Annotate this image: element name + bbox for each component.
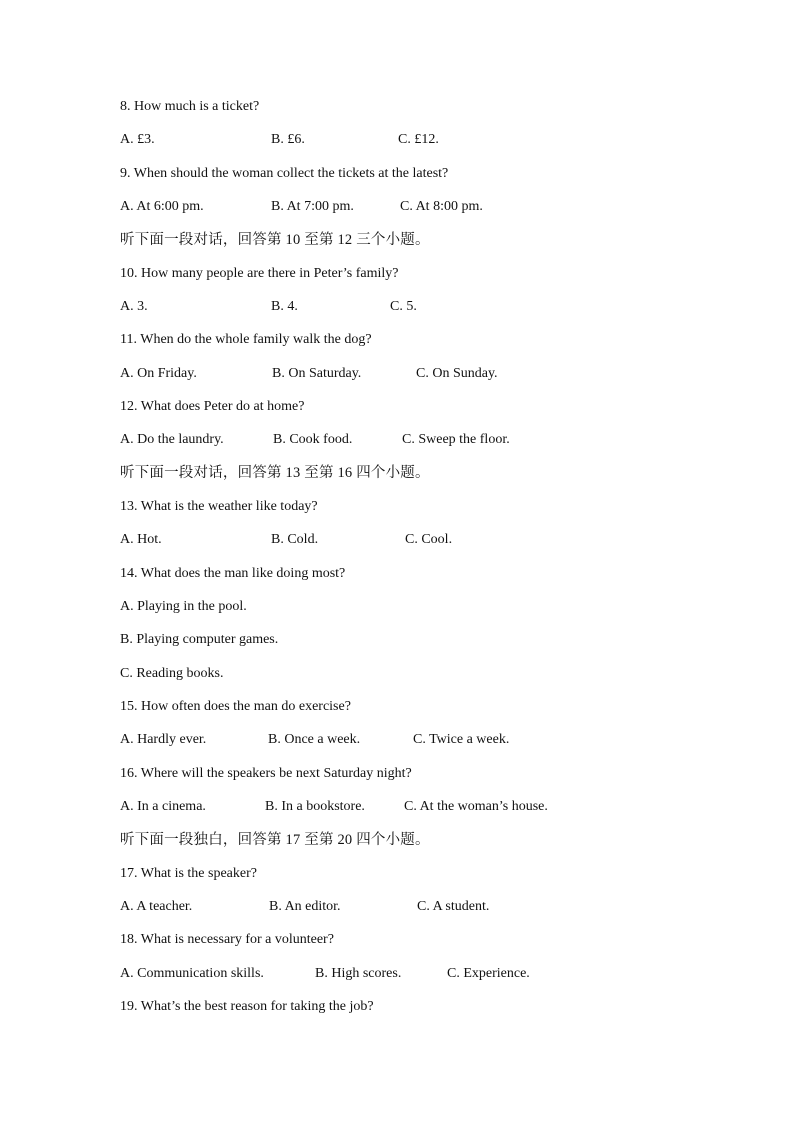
option-c: C. £12. <box>398 132 439 147</box>
option-c: C. Experience. <box>447 966 530 981</box>
option-a: A. On Friday. <box>120 366 197 381</box>
option-b: B. High scores. <box>315 966 402 981</box>
section-heading-3: 听下面一段独白，回答第 17 至第 20 四个小题。 <box>120 832 430 848</box>
option-b: B. On Saturday. <box>272 366 362 381</box>
option-a: A. A teacher. <box>120 899 193 914</box>
question-13: 13. What is the weather like today? <box>120 499 318 514</box>
option-a: A. 3. <box>120 299 148 314</box>
question-11: 11. When do the whole family walk the dog? <box>120 332 372 347</box>
option-14b: B. Playing computer games. <box>120 632 279 647</box>
question-14: 14. What does the man like doing most? <box>120 566 346 581</box>
option-b: B. At 7:00 pm. <box>271 199 354 214</box>
option-a: A. Hardly ever. <box>120 732 207 747</box>
option-c: C. On Sunday. <box>416 366 498 381</box>
option-a: A. Hot. <box>120 532 162 547</box>
option-b: B. An editor. <box>269 899 341 914</box>
question-15: 15. How often does the man do exercise? <box>120 699 351 714</box>
question-10: 10. How many people are there in Peter’s family? <box>120 266 399 281</box>
question-17: 17. What is the speaker? <box>120 866 257 881</box>
question-9: 9. When should the woman collect the tickets at the latest? <box>120 166 449 181</box>
option-c: C. Cool. <box>405 532 453 547</box>
option-b: B. Cold. <box>271 532 319 547</box>
option-b: B. In a bookstore. <box>265 799 365 814</box>
question-8: 8. How much is a ticket? <box>120 99 260 114</box>
option-a: A. In a cinema. <box>120 799 206 814</box>
option-a: A. At 6:00 pm. <box>120 199 204 214</box>
option-b: B. 4. <box>271 299 298 314</box>
option-c: C. Sweep the floor. <box>402 432 510 447</box>
option-b: B. Cook food. <box>273 432 353 447</box>
section-heading-1: 听下面一段对话，回答第 10 至第 12 三个小题。 <box>120 232 430 248</box>
question-19: 19. What’s the best reason for taking the job? <box>120 999 374 1014</box>
option-c: C. At the woman’s house. <box>404 799 548 814</box>
option-14c: C. Reading books. <box>120 666 224 681</box>
option-a: A. Communication skills. <box>120 966 264 981</box>
question-12: 12. What does Peter do at home? <box>120 399 305 414</box>
option-14a: A. Playing in the pool. <box>120 599 247 614</box>
option-a: A. £3. <box>120 132 155 147</box>
section-heading-2: 听下面一段对话，回答第 13 至第 16 四个小题。 <box>120 465 430 481</box>
option-c: C. At 8:00 pm. <box>400 199 483 214</box>
option-b: B. Once a week. <box>268 732 361 747</box>
option-c: C. 5. <box>390 299 417 314</box>
option-b: B. £6. <box>271 132 305 147</box>
option-a: A. Do the laundry. <box>120 432 224 447</box>
question-16: 16. Where will the speakers be next Saturday night? <box>120 766 412 781</box>
option-c: C. Twice a week. <box>413 732 510 747</box>
option-c: C. A student. <box>417 899 490 914</box>
question-18: 18. What is necessary for a volunteer? <box>120 932 334 947</box>
